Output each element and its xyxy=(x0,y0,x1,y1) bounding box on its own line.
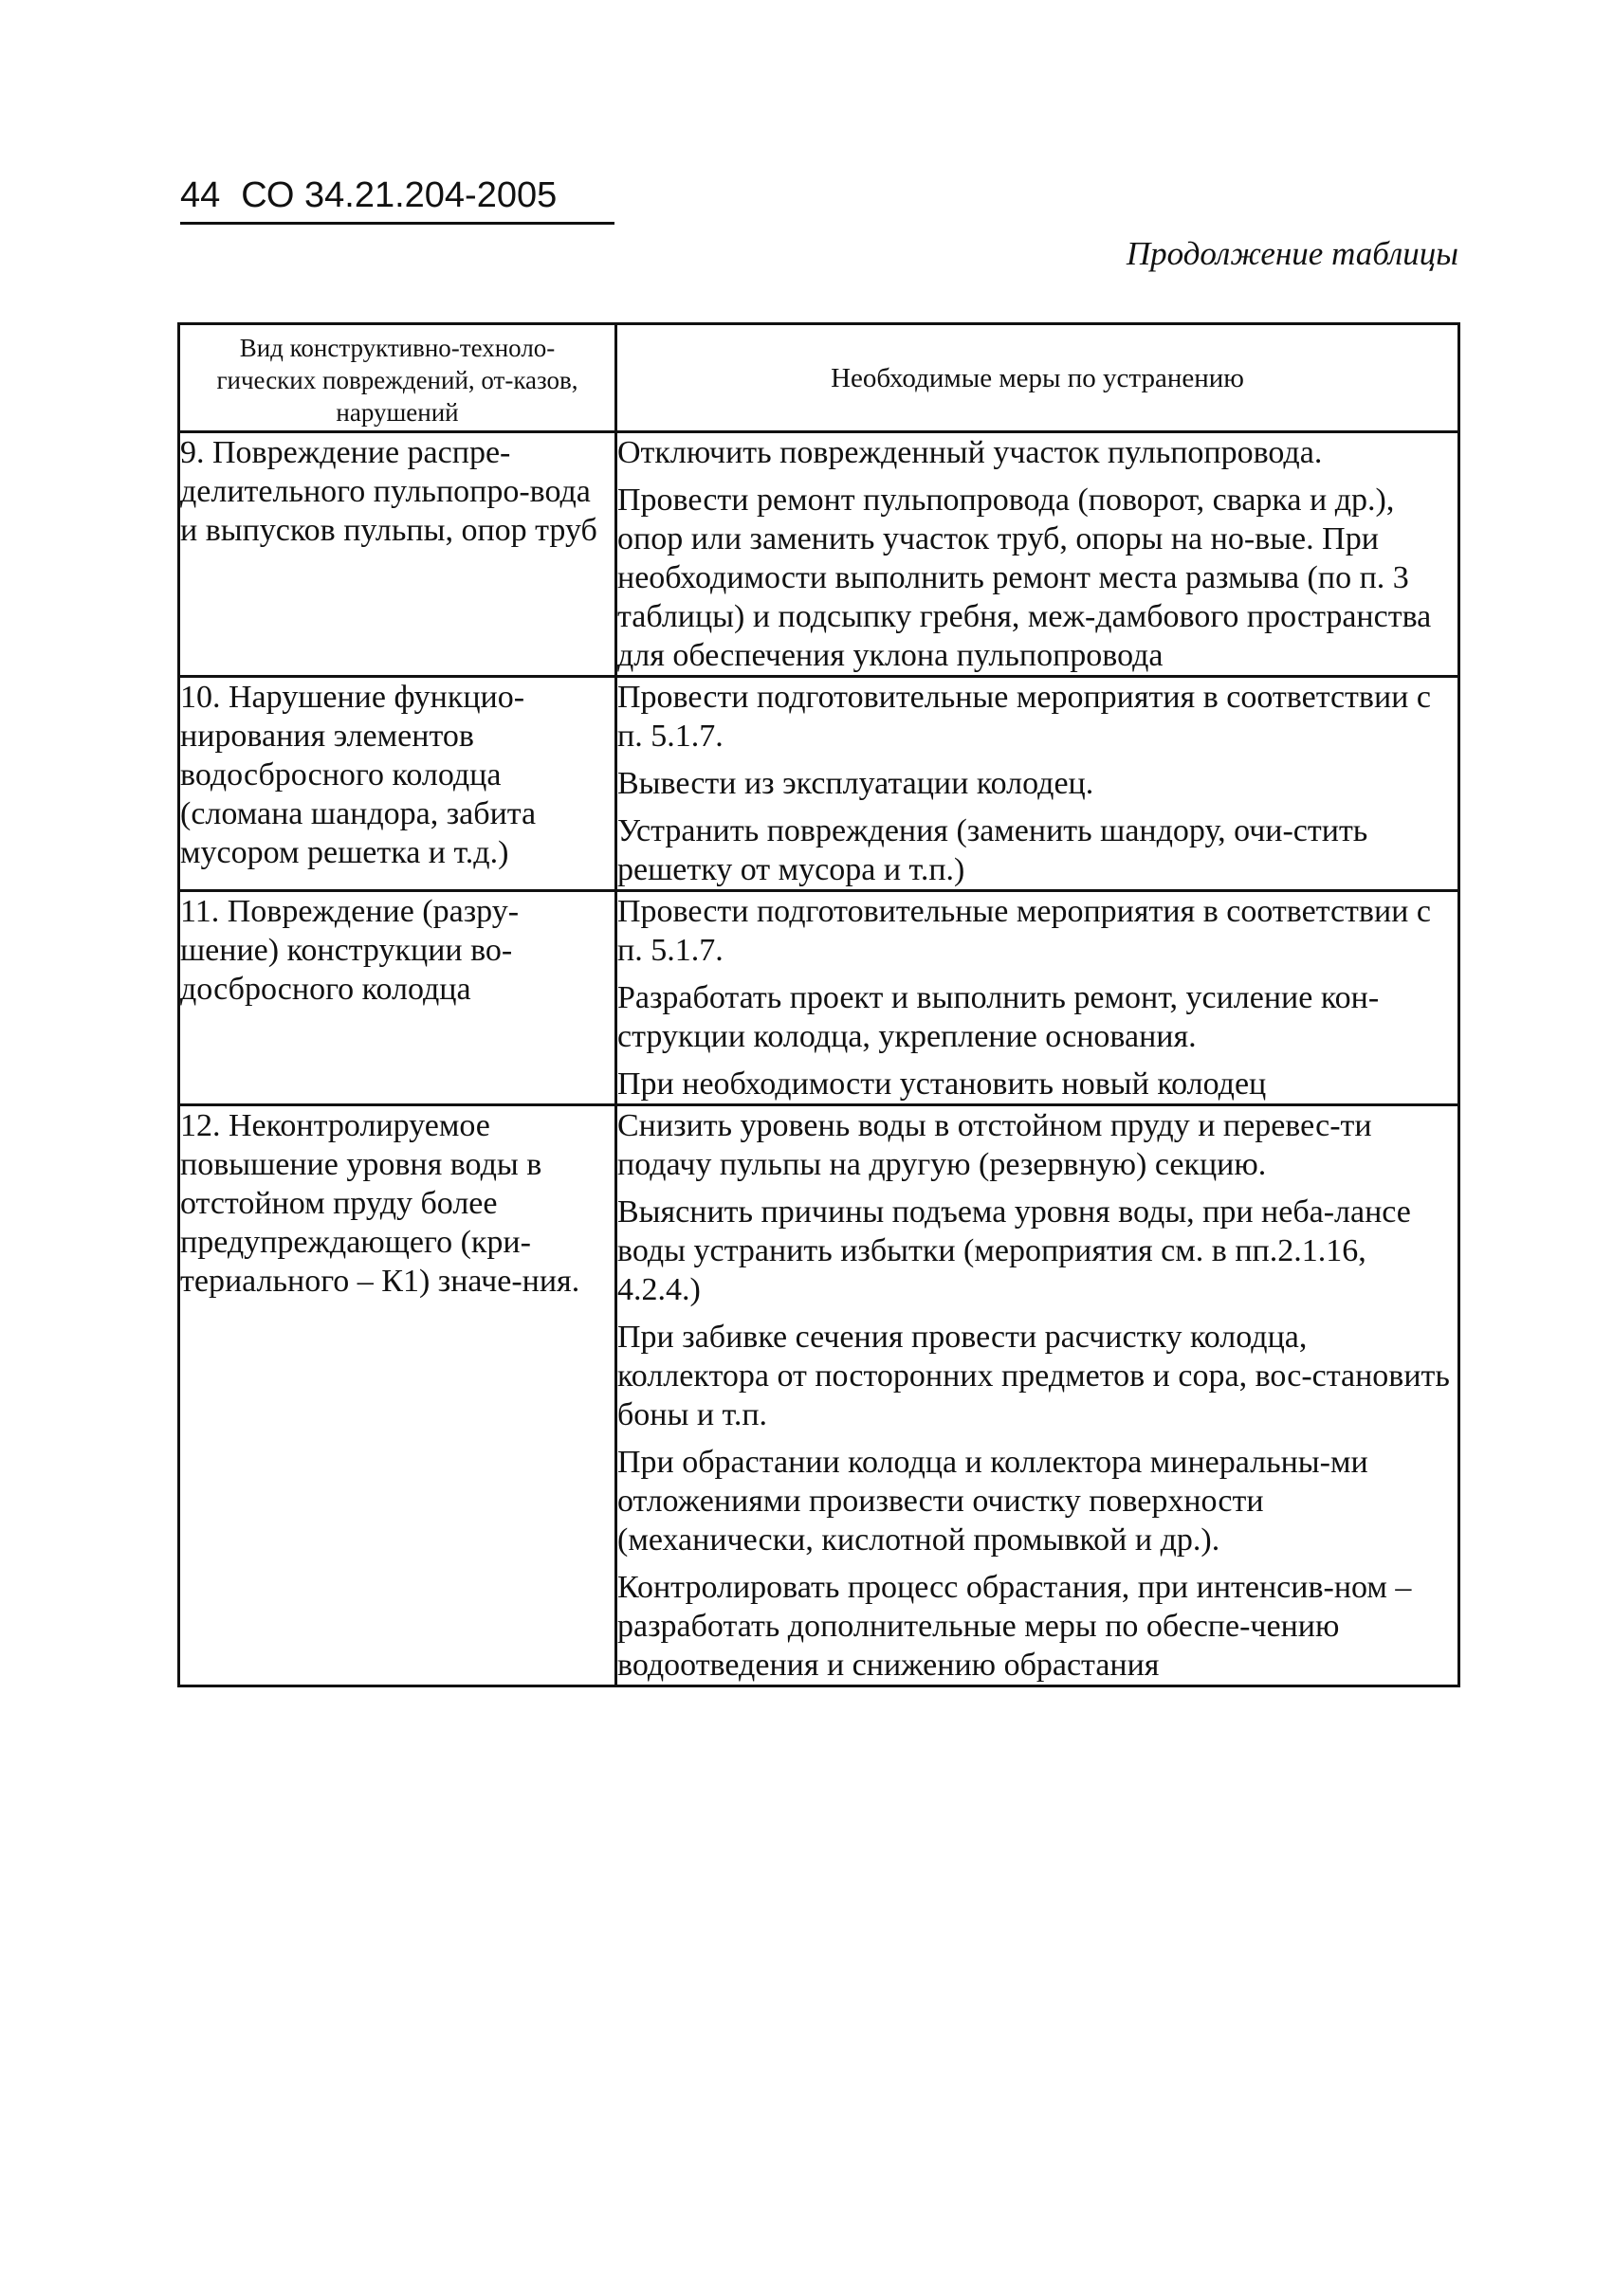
damage-kind-cell: 10. Нарушение функцио-нирования элементов водосбросного колодца (сломана шандора, забита мусором решетка и т.д.) xyxy=(179,677,616,891)
measure-item: Устранить повреждения (заменить шандору, очи-стить решетку от мусора и т.п.) xyxy=(617,813,1368,887)
document-code: СО 34.21.204-2005 xyxy=(241,175,558,215)
measure-item: Разработать проект и выполнить ремонт, усиление кон-струкции колодца, укрепление основания. xyxy=(617,980,1380,1054)
measure-item: При забивке сечения провести расчистку колодца, коллектора от посторонних предметов и сора, вос-становить боны и т.п. xyxy=(617,1320,1450,1432)
measures-cell xyxy=(616,677,1459,891)
measures-cell xyxy=(616,891,1459,1105)
measure-item: Снизить уровень воды в отстойном пруду и перевес-ти подачу пульпы на другую (резервную) секцию. xyxy=(617,1108,1372,1182)
measure-item: Провести подготовительные мероприятия в соответствии с п. 5.1.7. xyxy=(617,894,1431,968)
measure-item: Провести ремонт пульпопровода (поворот, сварка и др.), опор или заменить участок труб, опоры на но-вые. При необходимости выполнить ремонт места размыва (по п. 3 таблицы) и подсыпку гребня, меж-дамбового пространства для обеспечения уклона пульпопровода xyxy=(617,483,1432,673)
measure-item: Вывести из эксплуатации колодец. xyxy=(617,766,1094,801)
measure-item: Контролировать процесс обрастания, при интенсив-ном – разработать дополнительные меры по обеспе-чению водоотведения и снижению обрастания xyxy=(617,1570,1412,1683)
column-header-measures-label: Необходимые меры по устранению xyxy=(831,362,1244,393)
measures-table xyxy=(177,322,1460,1687)
measure-item: При обрастании колодца и коллектора минеральны-ми отложениями произвести очистку поверхности (механически, кислотной промывкой и др.). xyxy=(617,1445,1368,1558)
measure-item: При необходимости установить новый колодец xyxy=(617,1066,1267,1102)
table-header-row xyxy=(179,324,1459,432)
column-header-damage-type xyxy=(179,324,616,432)
measures-cell xyxy=(616,432,1459,677)
measure-item: Провести подготовительные мероприятия в соответствии с п. 5.1.7. xyxy=(617,680,1431,754)
page-header xyxy=(180,169,614,225)
table-row xyxy=(179,891,1459,1105)
column-header-measures xyxy=(616,324,1459,432)
damage-kind-cell: 11. Повреждение (разру-шение) конструкции во-досбросного колодца xyxy=(179,891,616,1105)
damage-kind-cell: 12. Неконтролируемое повышение уровня воды в отстойном пруду более предупреждающего (кри-териального – К1) значе-ния. xyxy=(179,1105,616,1686)
measures-cell xyxy=(616,1105,1459,1686)
measure-item: Отключить поврежденный участок пульпопровода. xyxy=(617,435,1323,470)
measure-item: Выяснить причины подъема уровня воды, при неба-лансе воды устранить избытки (мероприятия см. в пп.2.1.16, 4.2.4.) xyxy=(617,1194,1411,1307)
continuation-label: Продолжение таблицы xyxy=(1126,235,1458,272)
table-row xyxy=(179,677,1459,891)
page-number: 44 xyxy=(180,175,221,215)
table-row xyxy=(179,432,1459,677)
damage-kind-cell: 9. Повреждение распре-делительного пульпопро-вода и выпусков пульпы, опор труб xyxy=(179,432,616,677)
table-row xyxy=(179,1105,1459,1686)
column-header-damage-type-label: Вид конструктивно-техноло-гических повреждений, от-казов, нарушений xyxy=(216,333,578,427)
